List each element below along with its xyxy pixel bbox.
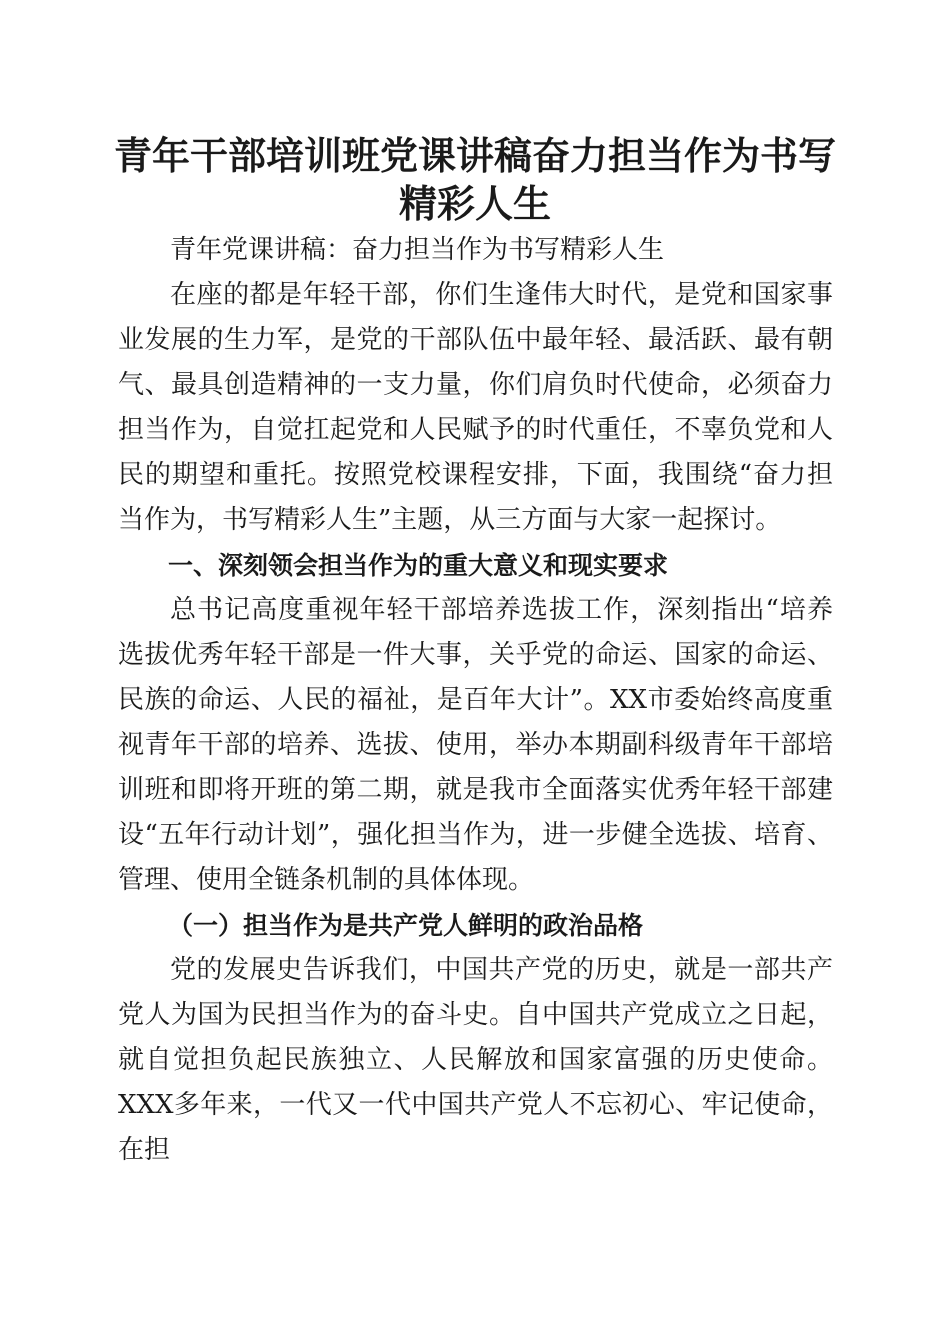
section-heading-1: 一、深刻领会担当作为的重大意义和现实要求: [168, 551, 669, 580]
section-1-paragraph: 总书记高度重视年轻干部培养选拔工作，深刻指出“培养选拔优秀年轻干部是一件大事，关乎党的命运、国家的命运、民族的命运、人民的福祉，是百年大计”。XX市委始终高度重视青年干部的培养、选拔、使用，举办本期副科级青年干部培训班和即将开班的第二期，就是我市全面落实优秀年轻干部建设“五年行动计划”，强化担当作为，进一步健全选拔、培育、管理、使用全链条机制的具体体现。: [118, 595, 833, 895]
subsection-1-paragraph: 党的发展史告诉我们，中国共产党的历史，就是一部共产党人为国为民担当作为的奋斗史。自中国共产党成立之日起，就自觉担负起民族独立、人民解放和国家富强的历史使命。XXX多年来，一代又一代中国共产党人不忘初心、牢记使命，在担: [118, 955, 833, 1165]
intro-paragraph: 在座的都是年轻干部，你们生逢伟大时代，是党和国家事业发展的生力军，是党的干部队伍中最年轻、最活跃、最有朝气、最具创造精神的一支力量，你们肩负时代使命，必须奋力担当作为，自觉扛起党和人民赋予的时代重任，不辜负党和人民的期望和重托。按照党校课程安排，下面，我围绕“奋力担当作为，书写精彩人生”主题，从三方面与大家一起探讨。: [118, 280, 833, 535]
subsection-heading-1: （一）担当作为是共产党人鲜明的政治品格: [168, 911, 644, 940]
document-body: [118, 228, 833, 1173]
subtitle-line: 青年党课讲稿：奋力担当作为书写精彩人生: [170, 235, 665, 265]
document-title: 青年干部培训班党课讲稿奋力担当作为书写精彩人生: [113, 133, 836, 226]
